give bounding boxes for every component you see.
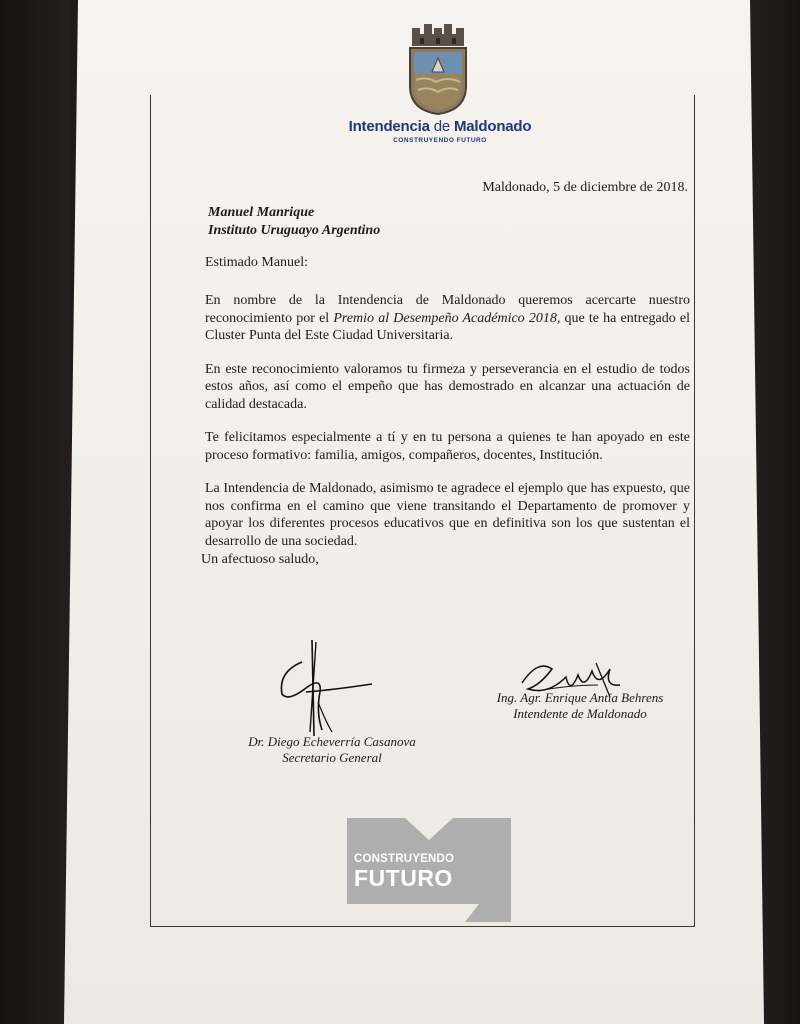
recipient-name: Manuel Manrique bbox=[208, 205, 315, 220]
signer-right bbox=[480, 690, 680, 722]
signer-left-name: Dr. Diego Echeverría Casanova bbox=[248, 734, 416, 749]
organization-name bbox=[300, 118, 580, 135]
signer-right-title: Intendente de Maldonado bbox=[513, 706, 647, 721]
letter-closing: Un afectuoso saludo, bbox=[201, 552, 319, 567]
signature-left bbox=[262, 632, 382, 740]
paragraph-2: En este reconocimiento valoramos tu firmeza y perseverancia en el estudio de todos estos años, así como el empeño que has demostrado en alcanzar una actuación de calidad destacada. bbox=[205, 361, 690, 412]
org-name-part2: de bbox=[433, 118, 451, 135]
signer-left-title: Secretario General bbox=[282, 750, 382, 765]
background-left bbox=[0, 0, 70, 1024]
recipient-institution: Instituto Uruguayo Argentino bbox=[208, 223, 381, 238]
letter-body bbox=[205, 292, 690, 566]
recipient-block bbox=[208, 204, 380, 240]
signer-right-name: Ing. Agr. Enrique Antía Behrens bbox=[496, 690, 664, 705]
coat-of-arms-icon bbox=[406, 24, 470, 116]
award-name: Premio al Desempeño Académico 2018, bbox=[333, 310, 561, 326]
letter-greeting: Estimado Manuel: bbox=[205, 255, 309, 270]
logo-text-line1: CONSTRUYENDO bbox=[354, 853, 455, 865]
letter-date: Maldonado, 5 de diciembre de 2018. bbox=[482, 180, 688, 195]
organization-tagline: CONSTRUYENDO FUTURO bbox=[393, 137, 487, 144]
signer-left bbox=[232, 734, 432, 766]
paragraph-1: En nombre de la Intendencia de Maldonado queremos acercarte nuestro reconocimiento por el Premio al Desempeño Académico 2018, que te ha entregado el Cluster Punta del Este Ciudad Universitaria. bbox=[205, 293, 690, 343]
org-name-part3: Maldonado bbox=[454, 118, 532, 135]
logo-text-line2: FUTURO bbox=[354, 865, 453, 891]
org-name-part1: Intendencia bbox=[348, 118, 430, 135]
paragraph-3: Te felicitamos especialmente a tí y en tu persona a quienes te han apoyado en este proceso formativo: familia, amigos, compañeros, docentes, Institución. bbox=[205, 430, 690, 463]
paragraph-4: La Intendencia de Maldonado, asimismo te agradece el ejemplo que has expuesto, que nos confirma en el camino que viene transitando el Departamento de promover y apoyar los diferentes procesos educativos que en definitiva son los que sustentan el desarrollo de una sociedad. bbox=[205, 481, 690, 549]
